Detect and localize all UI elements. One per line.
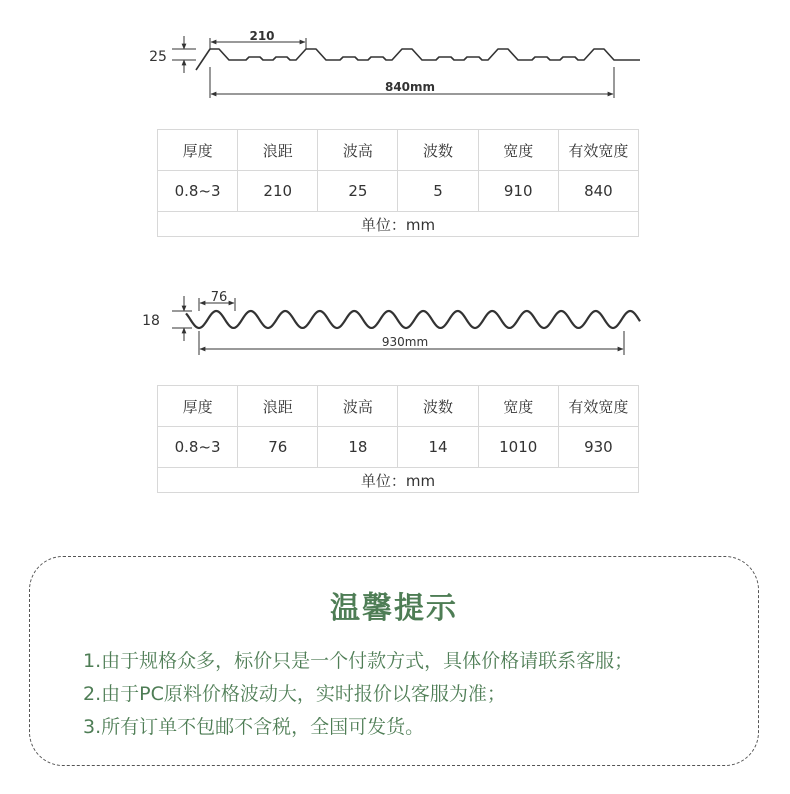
table1-header-row	[158, 130, 639, 171]
table1-unit-row	[158, 212, 639, 237]
table2-header-cell: 厚度	[158, 386, 238, 427]
wave-profile-diagram	[0, 283, 790, 363]
table2-unit-row	[158, 468, 639, 493]
table1-value-cell: 840	[558, 171, 638, 212]
spec-table-1	[157, 129, 639, 237]
spec-table-2	[157, 385, 639, 493]
table2-header-cell: 浪距	[238, 386, 318, 427]
table2-header-cell: 有效宽度	[558, 386, 638, 427]
table1-header-cell: 波数	[398, 130, 478, 171]
tips-list	[83, 645, 633, 744]
tips-item: 3.所有订单不包邮不含税，全国可发货。	[83, 716, 425, 738]
profile2-width-label: 930mm	[381, 335, 429, 349]
table2-value-cell: 0.8~3	[158, 427, 238, 468]
table2-value-row	[158, 427, 639, 468]
table2-header-cell: 波高	[318, 386, 398, 427]
profile1-height-label: 25	[149, 49, 167, 65]
table1-value-cell: 0.8~3	[158, 171, 238, 212]
trapezoid-profile-diagram	[0, 20, 790, 110]
table2-unit-cell: 单位：mm	[158, 468, 639, 493]
table1-value-cell: 25	[318, 171, 398, 212]
tips-item: 2.由于PC原料价格波动大，实时报价以客服为准；	[83, 683, 506, 705]
table1-header-cell: 波高	[318, 130, 398, 171]
table1-value-cell: 210	[238, 171, 318, 212]
table1-header-cell: 有效宽度	[558, 130, 638, 171]
table1-value-row	[158, 171, 639, 212]
table2-header-cell: 波数	[398, 386, 478, 427]
profile2-height-label: 18	[142, 313, 160, 329]
table2-value-cell: 14	[398, 427, 478, 468]
table1-header-cell: 宽度	[478, 130, 558, 171]
profile1-width-label: 840mm	[384, 80, 436, 94]
profile2-pitch-label: 76	[210, 290, 228, 305]
table1-header-cell: 浪距	[238, 130, 318, 171]
table2-value-cell: 1010	[478, 427, 558, 468]
table1-value-cell: 910	[478, 171, 558, 212]
table1-header-cell: 厚度	[158, 130, 238, 171]
trapezoid-profile-line	[196, 49, 640, 70]
wave-profile-line	[186, 311, 640, 328]
table1-unit-cell: 单位：mm	[158, 212, 639, 237]
tips-item: 1.由于规格众多，标价只是一个付款方式，具体价格请联系客服；	[83, 650, 634, 672]
profile1-pitch-label: 210	[249, 29, 275, 43]
tips-box	[29, 556, 759, 766]
table1-value-cell: 5	[398, 171, 478, 212]
table2-header-row	[158, 386, 639, 427]
table2-value-cell: 18	[318, 427, 398, 468]
table2-value-cell: 76	[238, 427, 318, 468]
table2-header-cell: 宽度	[478, 386, 558, 427]
tips-title: 温馨提示	[330, 591, 458, 626]
table2-value-cell: 930	[558, 427, 638, 468]
